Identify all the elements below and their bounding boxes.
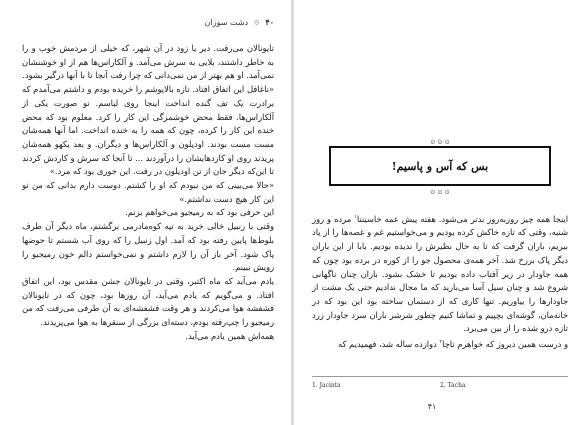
paragraph: تایونالان می‌رفت. دیر یا زود در آن شهر، که خیلی از مردمش خوب و را به خاطر داشتند، بلایی به سرش می‌آمد. و آلکاراس‌ها هم از او خوشنشان نمی‌آمد. او هم بهتر از من نمی‌دانی که چرا رفت آنجا تا با آنها درگیر بشود. xyxy=(22,43,274,81)
paragraph: همه‌اش همین یادم می‌آید. xyxy=(185,330,274,341)
left-page-body xyxy=(22,42,274,343)
paragraph-text: مرده و روز شنبه، وقتی که تازه خاکش کرده بودیم و می‌خواستیم غم و غصه‌ها را از یاد ببریم، باران گرفت که تا به حال نظیرش را ندیده بودیم. بابا از این باران دیگر پاک برزخ شد. آخر همه‌ی محصول جو را از کوره در برده بود چون که همه جاودار در زیر آفتاب داده بودیم تا خشک بشود. باران چنان ناگهانی شروع شد و چنان سیل آسا می‌بارید که ما مجال ندادیم حتی یک مشت از جاودارها را بیاوریم. تنها کاری که از دستمان ساخته بود این بود که در خانه‌مان، گوشه‌ای بچپیم و تماشا کنیم چطور شرشر باران سرد جاودار زرد تازه درو شده را از بین می‌برد. xyxy=(312,213,568,334)
left-page xyxy=(0,0,292,425)
right-page-body xyxy=(312,211,568,352)
paragraph: یادم می‌آید که ماه اکتبر، وقتی در تایونالان جشن مقدس بود، این اتفاق افتاد. و می‌گویم که یادم می‌آید، آن روزها بود، چون که در تایونالان فشفشه هوا می‌کردند و هر وقت فشفشه‌ای به آن طرفی می‌رفت که من رمیجیو را چپ‌رفته بودم، دسته‌ای بزرگی از سنقرها به هوا می‌پریدند. xyxy=(22,275,274,328)
header-ornament-icon: ۞ xyxy=(254,17,260,27)
footnote-divider xyxy=(312,376,568,377)
running-title: دشت سوزان xyxy=(204,17,249,27)
paragraph: «ناغافل این اتفاق افتاد. تازه بالاپوشم را خریده بودم و داشتم می‌آمدم که برادرت یک تف گنده انداخت اینجا روی لباسم. تو صورت یکی از آلکاراس‌ها. فقط محض خوشمزگی این کار را کرد. معلوم بود که محض خنده این کار را کرده، چون که همه را به خنده انداخت. اما آنها همه‌شان مست مست بودند. اودیلون و آلکاراس‌ها و دیگران. و بعد یکهو همه‌شان پریدند روی او کاردهایشان را درآوردند ... تا آنجا که سرش و کاردش کردند تا این‌که دیگر جان از تن اودیلون در رفت. این جوری بود که مرد.» xyxy=(22,84,274,177)
title-ornament-top-icon: ۞ ۞ ۞ xyxy=(430,136,450,145)
paragraph: این حرفی بود که به رمیجیو می‌خواهم بزنم. xyxy=(125,207,274,218)
paragraph xyxy=(312,211,568,336)
footnote-mark: ۲ xyxy=(439,339,443,346)
footnote-2: 2. Tacha xyxy=(440,382,466,389)
paragraph-text: اینجا همه چیز روزبه‌روز بدتر می‌شود. هفته پیش عمه خاسینتا xyxy=(356,213,568,224)
paragraph-text: و درست همین دیروز که خواهرم تاچا xyxy=(442,338,568,349)
chapter-title-text: بس که آس و پاسیم! xyxy=(391,159,489,173)
paragraph xyxy=(312,336,568,351)
footnote-1: 1. Jacinta xyxy=(312,382,341,389)
running-header xyxy=(22,15,274,29)
paragraph: «حالا می‌بینی که من نبودم که او را کشتم. دوست دارم بدانی که من تو این کار هیچ دست نداشتم.» xyxy=(22,180,274,204)
title-ornament-bottom-icon: ۞ ۞ ۞ xyxy=(430,186,450,195)
right-page-number: ۴۱ xyxy=(427,402,437,411)
chapter-title xyxy=(329,146,551,186)
footnote-mark: ۱ xyxy=(354,214,357,220)
footnotes xyxy=(312,382,568,392)
paragraph: وقتی با زنبیل خالی خرید به تپه کوه‌مادرمی برگشتم، ماه دیگر آن طرف بلوط‌ها پایین رفته بود که آمد. اول زنبیل را که روی آب شستم تا حوضها پاک شود. آخر باز آن را لازم داشتم و نمی‌خواستم دالم خون رمیجیو را رویش ببینم. xyxy=(22,221,274,273)
left-page-number: ۴۰ xyxy=(265,17,274,27)
paragraph-text: دوازده ساله شد، فهمیدیم که xyxy=(338,338,437,349)
